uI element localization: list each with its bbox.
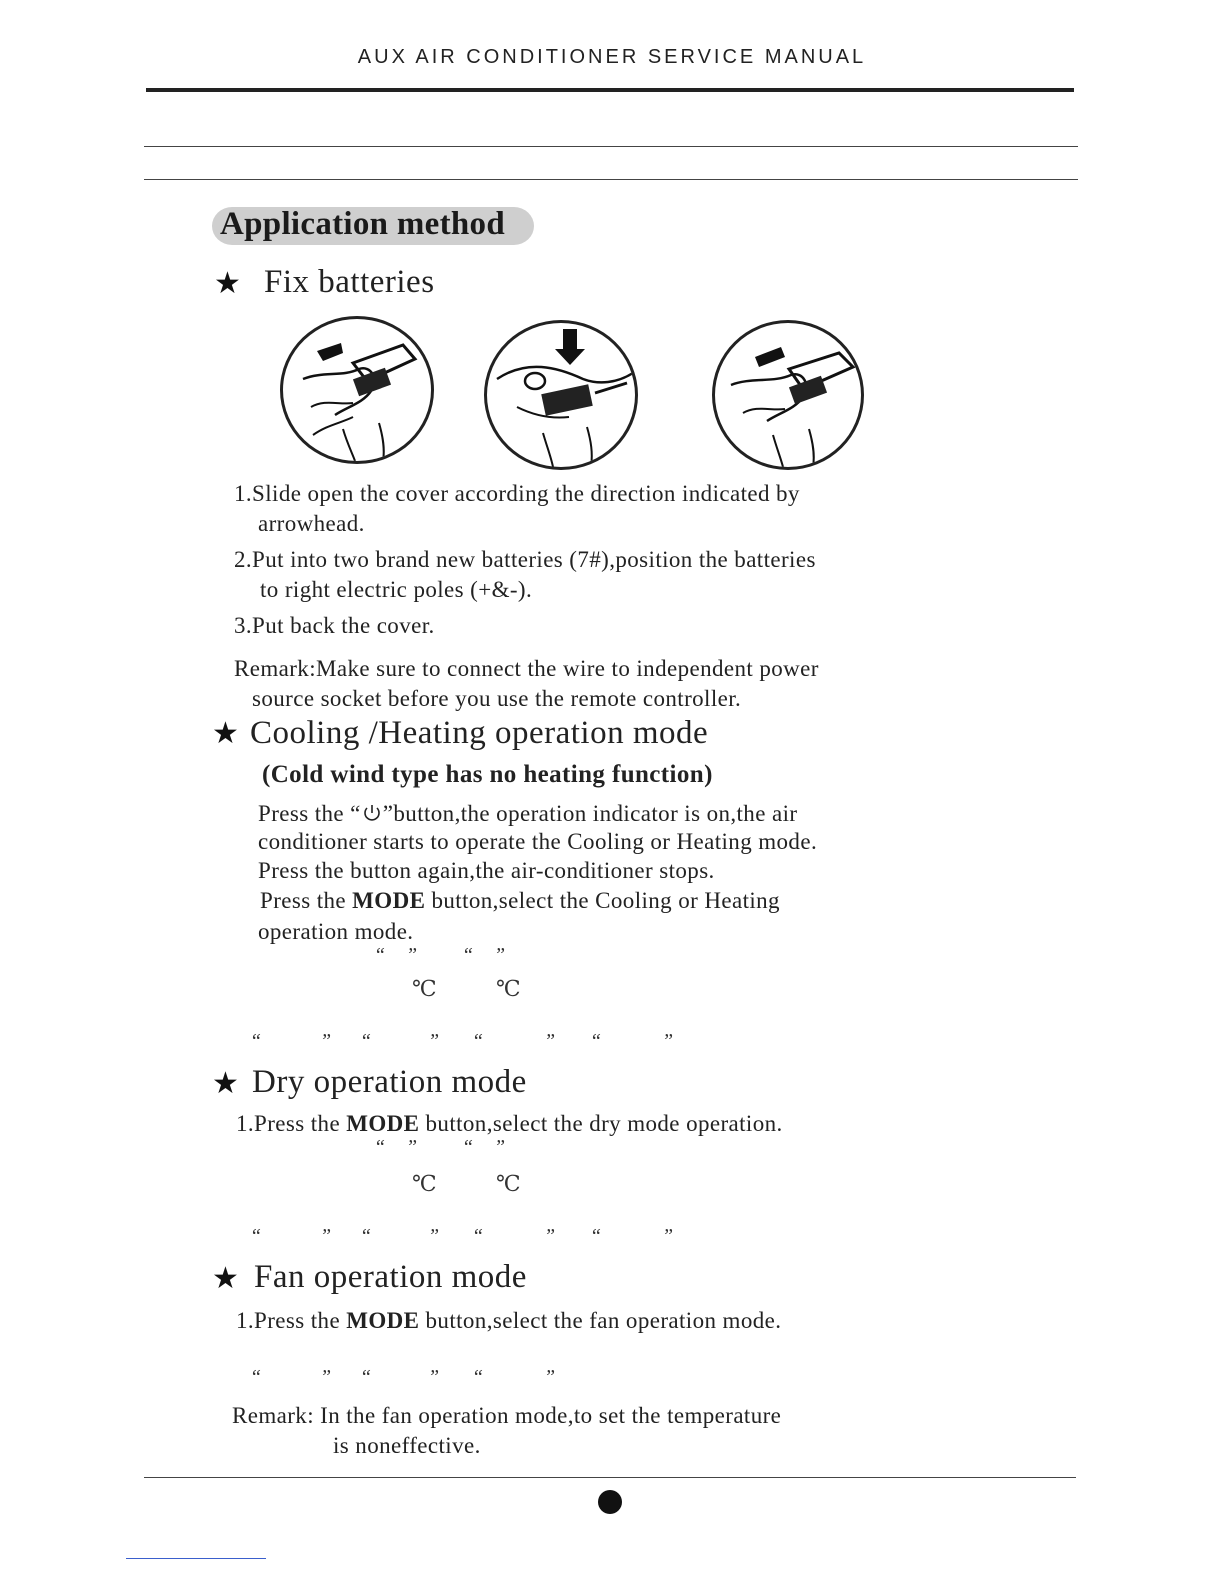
open-quote: “ <box>350 801 361 826</box>
cooling-heating-subheading: (Cold wind type has no heating function) <box>262 761 713 788</box>
quote-mark: ” <box>320 1225 332 1247</box>
header-rule <box>146 88 1074 92</box>
mode-label: MODE <box>352 888 426 913</box>
quote-mark: ” <box>320 1366 332 1388</box>
fan-remark-line1: Remark: In the fan operation mode,to set the temperature <box>232 1403 782 1428</box>
quote-mark: ” <box>406 944 418 966</box>
battery-remark-line2: source socket before you use the remote controller. <box>252 686 742 711</box>
cooling-heating-line4 <box>260 886 780 916</box>
dry-line1 <box>236 1109 783 1139</box>
quote-mark: “ <box>360 1366 372 1388</box>
quote-mark: ” <box>494 944 506 966</box>
section-title: Application method <box>220 206 506 242</box>
quote-mark: “ <box>374 1136 386 1158</box>
quote-mark: “ <box>462 1136 474 1158</box>
page-marker <box>598 1490 622 1514</box>
fan-line1-suffix: button,select the fan operation mode. <box>419 1308 782 1333</box>
battery-step-1-illustration <box>280 316 434 464</box>
divider-top <box>144 146 1078 147</box>
quote-mark: ” <box>662 1030 674 1052</box>
quote-mark: “ <box>472 1030 484 1052</box>
quote-mark: “ <box>462 944 474 966</box>
quote-mark: “ <box>250 1225 262 1247</box>
quote-mark: ” <box>544 1225 556 1247</box>
quote-mark: ” <box>428 1366 440 1388</box>
degree-symbol: ℃ <box>412 976 437 1001</box>
battery-step-3-illustration <box>712 320 864 470</box>
cooling-heating-line4-prefix: Press the <box>260 888 353 913</box>
degree-symbol: ℃ <box>496 1171 521 1196</box>
quote-mark: “ <box>250 1366 262 1388</box>
quote-mark: ” <box>544 1030 556 1052</box>
star-icon: ★ <box>214 266 241 301</box>
dry-line1-suffix: button,select the dry mode operation. <box>419 1111 783 1136</box>
dry-heading: Dry operation mode <box>252 1064 527 1100</box>
battery-step-2-illustration <box>484 320 638 470</box>
fan-remark-line2: is noneffective. <box>333 1433 481 1458</box>
battery-step-1-line2: arrowhead. <box>258 511 365 536</box>
manual-header-title: AUX AIR CONDITIONER SERVICE MANUAL <box>357 46 867 68</box>
quote-mark: ” <box>494 1136 506 1158</box>
cooling-heating-line1-prefix: Press the <box>258 801 351 826</box>
quote-mark: “ <box>590 1225 602 1247</box>
mode-label: MODE <box>346 1308 420 1333</box>
fan-line1-prefix: 1.Press the <box>236 1308 347 1333</box>
quote-mark: “ <box>360 1225 372 1247</box>
quote-mark: “ <box>472 1225 484 1247</box>
dry-line1-prefix: 1.Press the <box>236 1111 347 1136</box>
quote-mark: ” <box>320 1030 332 1052</box>
cooling-heating-line2: conditioner starts to operate the Cooling or Heating mode. <box>258 829 818 854</box>
quote-mark: ” <box>428 1030 440 1052</box>
battery-step-1-line1: 1.Slide open the cover according the direction indicated by <box>234 481 800 506</box>
close-quote: ” <box>382 801 394 826</box>
divider-second <box>144 179 1078 180</box>
quote-mark: “ <box>250 1030 262 1052</box>
quote-mark: “ <box>472 1366 484 1388</box>
quote-mark: ” <box>428 1225 440 1247</box>
fan-heading: Fan operation mode <box>254 1259 527 1295</box>
quote-mark: “ <box>590 1030 602 1052</box>
cooling-heating-heading: Cooling /Heating operation mode <box>250 715 709 751</box>
degree-symbol: ℃ <box>496 976 521 1001</box>
quote-mark: “ <box>374 944 386 966</box>
quote-mark: ” <box>662 1225 674 1247</box>
battery-step-3-line1: 3.Put back the cover. <box>234 613 435 638</box>
cooling-heating-line1-suffix: button,the operation indicator is on,the air <box>393 801 798 826</box>
star-icon: ★ <box>212 1261 239 1296</box>
star-icon: ★ <box>212 716 239 751</box>
battery-remark-line1: Remark:Make sure to connect the wire to independent power <box>234 656 819 681</box>
bottom-link-line <box>126 1558 266 1559</box>
mode-label: MODE <box>346 1111 420 1136</box>
fix-batteries-heading: Fix batteries <box>264 264 435 300</box>
cooling-heating-line4-suffix: button,select the Cooling or Heating <box>425 888 780 913</box>
cooling-heating-line3: Press the button again,the air-conditioner stops. <box>258 858 715 883</box>
quote-mark: ” <box>406 1136 418 1158</box>
quote-mark: “ <box>360 1030 372 1052</box>
star-icon: ★ <box>212 1066 239 1101</box>
battery-step-2-line1: 2.Put into two brand new batteries (7#),position the batteries <box>234 547 816 572</box>
battery-step-2-line2: to right electric poles (+&-). <box>260 577 533 602</box>
footer-rule <box>144 1477 1076 1478</box>
cooling-heating-line5: operation mode. <box>258 919 414 944</box>
quote-mark: ” <box>544 1366 556 1388</box>
degree-symbol: ℃ <box>412 1171 437 1196</box>
fan-line1 <box>236 1306 781 1336</box>
